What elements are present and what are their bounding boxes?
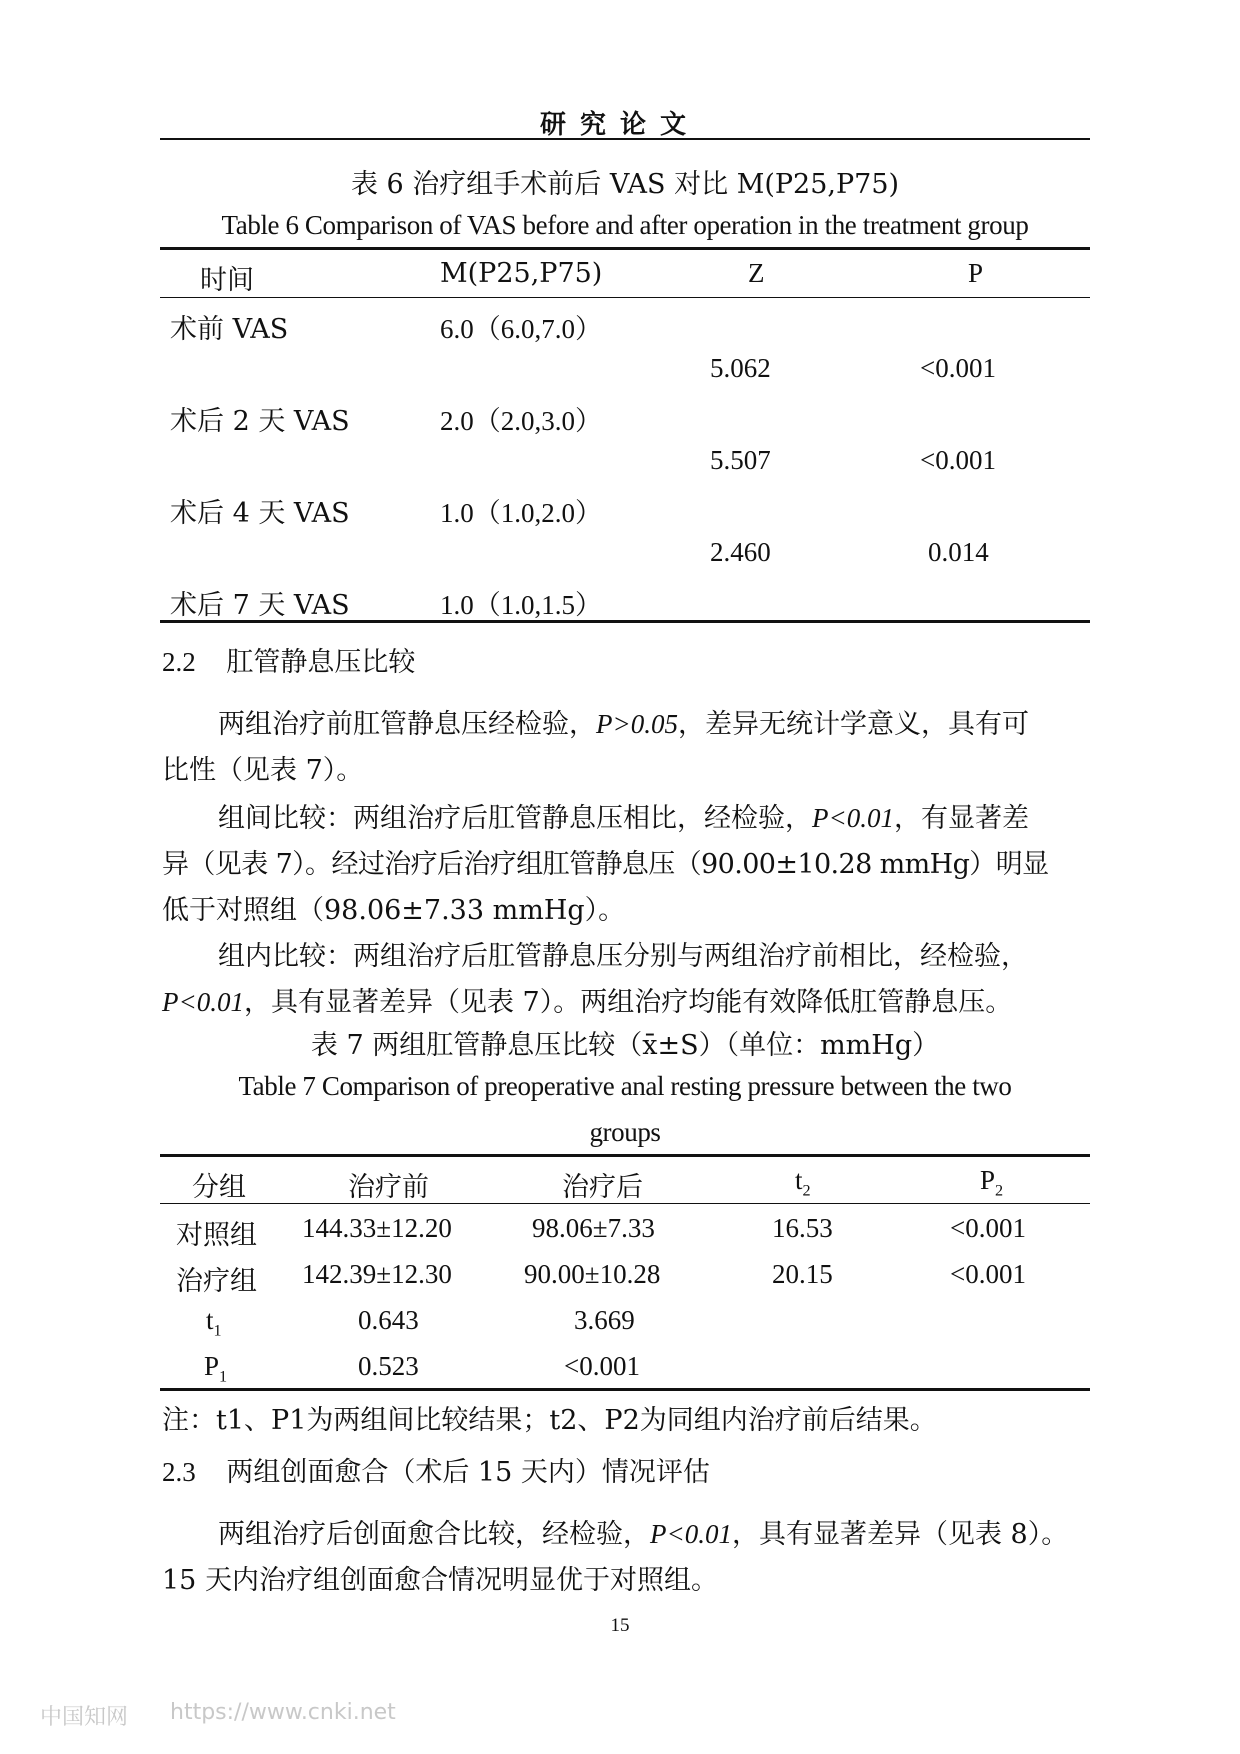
para-text: 两组治疗前肛管静息压经检验， bbox=[218, 709, 596, 740]
p-value: P<0.01 bbox=[812, 803, 894, 833]
table6-time-pre: 术前 VAS bbox=[170, 314, 289, 345]
table6-top-rule bbox=[160, 247, 1090, 250]
table7-row-treatment-before: 142.39±12.30 bbox=[302, 1259, 452, 1289]
p-value: P<0.01 bbox=[650, 1519, 732, 1549]
section-2-2-para2-line3: 低于对照组（98.06±7.33 mmHg）。 bbox=[162, 895, 626, 926]
table6-p-1: <0.001 bbox=[920, 353, 996, 383]
para-text: ，具有显著差异（见表 8）。 bbox=[731, 1519, 1069, 1550]
table7-row-t1-after: 3.669 bbox=[574, 1305, 635, 1335]
table6-p-2: <0.001 bbox=[920, 445, 996, 475]
table7-header-p2: $P_2$ bbox=[980, 1165, 1004, 1200]
table7-top-rule bbox=[160, 1154, 1090, 1157]
table7-row-control-p2: <0.001 bbox=[950, 1213, 1026, 1243]
running-header: 研究论文 bbox=[539, 110, 700, 140]
section-2-2-para2-line1 bbox=[218, 796, 1029, 835]
section-2-2-heading bbox=[162, 640, 415, 679]
section-2-2-title: 肛管静息压比较 bbox=[226, 647, 416, 678]
table7-header-group: 分组 bbox=[192, 1172, 246, 1203]
section-2-3-number: 2.3 bbox=[162, 1457, 196, 1487]
table7-row-t1-label: $t_1$ bbox=[206, 1305, 222, 1340]
table7-caption-cn: 表 7 两组肛管静息压比较（x̄±S）（单位：mmHg） bbox=[310, 1030, 940, 1061]
table7-row-treatment-after: 90.00±10.28 bbox=[524, 1259, 661, 1289]
table6-time-day4: 术后 4 天 VAS bbox=[170, 498, 350, 529]
watermark-brand: 中国知网 bbox=[40, 1705, 129, 1730]
table7-row-control-group: 对照组 bbox=[176, 1220, 257, 1251]
section-2-2-para1-line1 bbox=[218, 702, 1029, 741]
para-text: ，差异无统计学意义，具有可 bbox=[677, 709, 1029, 740]
table7-header-rule bbox=[160, 1203, 1090, 1204]
table7-header-t2: $t_2$ bbox=[795, 1165, 811, 1200]
p-value: P>0.05 bbox=[596, 709, 678, 739]
header-rule bbox=[160, 138, 1090, 140]
section-2-2-para3-line2 bbox=[162, 980, 1012, 1019]
table6-time-day7: 术后 7 天 VAS bbox=[170, 590, 350, 621]
table7-row-treatment-group: 治疗组 bbox=[176, 1266, 257, 1297]
table6-median-pre: 6.0（6.0,7.0） bbox=[440, 314, 602, 344]
table7-header-after: 治疗后 bbox=[562, 1172, 643, 1203]
table7-row-treatment-p2: <0.001 bbox=[950, 1259, 1026, 1289]
table6-header-rule bbox=[160, 297, 1090, 298]
section-2-3-heading bbox=[162, 1450, 710, 1489]
page-number: 15 bbox=[610, 1615, 630, 1636]
table7-note: 注：t1、P1为两组间比较结果；t2、P2为同组内治疗前后结果。 bbox=[162, 1405, 937, 1436]
table7-row-p1-after: <0.001 bbox=[564, 1351, 640, 1381]
table6-caption-en: Table 6 Comparison of VAS before and after operation in the treatment group bbox=[221, 210, 1029, 240]
table7-row-p1-before: 0.523 bbox=[358, 1351, 419, 1381]
watermark-url: https://www.cnki.net bbox=[170, 1700, 396, 1725]
table6-header-z: Z bbox=[748, 258, 765, 288]
section-2-2-para1-line2: 比性（见表 7）。 bbox=[162, 755, 364, 786]
table7-caption-en-line1: Table 7 Comparison of preoperative anal resting pressure between the two bbox=[238, 1071, 1012, 1101]
table6-z-3: 2.460 bbox=[710, 537, 771, 567]
table7-row-control-t2: 16.53 bbox=[772, 1213, 833, 1243]
table6-p-3: 0.014 bbox=[928, 537, 989, 567]
table7-caption-en-line2: groups bbox=[589, 1117, 661, 1147]
table7-header-before: 治疗前 bbox=[348, 1172, 429, 1203]
para-text: 两组治疗后创面愈合比较，经检验， bbox=[218, 1519, 650, 1550]
section-2-3-para1-line1 bbox=[218, 1512, 1068, 1551]
table6-median-day4: 1.0（1.0,2.0） bbox=[440, 498, 602, 528]
section-2-2-para2-line2: 异（见表 7）。经过治疗后治疗组肛管静息压（90.00±10.28 mmHg）明显 bbox=[162, 849, 1049, 880]
table6-time-day2: 术后 2 天 VAS bbox=[170, 406, 350, 437]
section-2-3-para1-line2: 15 天内治疗组创面愈合情况明显优于对照组。 bbox=[162, 1565, 718, 1596]
table6-bottom-rule bbox=[160, 620, 1090, 623]
table7-row-p1-label: $P_1$ bbox=[204, 1351, 228, 1386]
table6-median-day2: 2.0（2.0,3.0） bbox=[440, 406, 602, 436]
table6-median-day7: 1.0（1.0,1.5） bbox=[440, 590, 602, 620]
table7-row-treatment-t2: 20.15 bbox=[772, 1259, 833, 1289]
table7-row-control-after: 98.06±7.33 bbox=[532, 1213, 655, 1243]
section-2-2-number: 2.2 bbox=[162, 647, 196, 677]
table6-z-2: 5.507 bbox=[710, 445, 771, 475]
table6-caption-cn: 表 6 治疗组手术前后 VAS 对比 M(P25,P75) bbox=[350, 169, 900, 200]
table6-header-time: 时间 bbox=[200, 265, 254, 296]
section-2-3-title: 两组创面愈合（术后 15 天内）情况评估 bbox=[226, 1457, 710, 1488]
table6-header-median: M(P25,P75) bbox=[440, 258, 603, 289]
section-2-2-para3-line1: 组内比较：两组治疗后肛管静息压分别与两组治疗前相比，经检验， bbox=[218, 941, 1028, 972]
table6-z-1: 5.062 bbox=[710, 353, 771, 383]
table7-row-control-before: 144.33±12.20 bbox=[302, 1213, 452, 1243]
table7-row-t1-before: 0.643 bbox=[358, 1305, 419, 1335]
p-value: P<0.01 bbox=[162, 987, 244, 1017]
table7-bottom-rule bbox=[160, 1388, 1090, 1391]
para-text: ，具有显著差异（见表 7）。两组治疗均能有效降低肛管静息压。 bbox=[243, 987, 1013, 1018]
table6-header-p: P bbox=[968, 258, 984, 288]
para-text: ，有显著差 bbox=[893, 803, 1029, 834]
para-text: 组间比较：两组治疗后肛管静息压相比，经检验， bbox=[218, 803, 812, 834]
